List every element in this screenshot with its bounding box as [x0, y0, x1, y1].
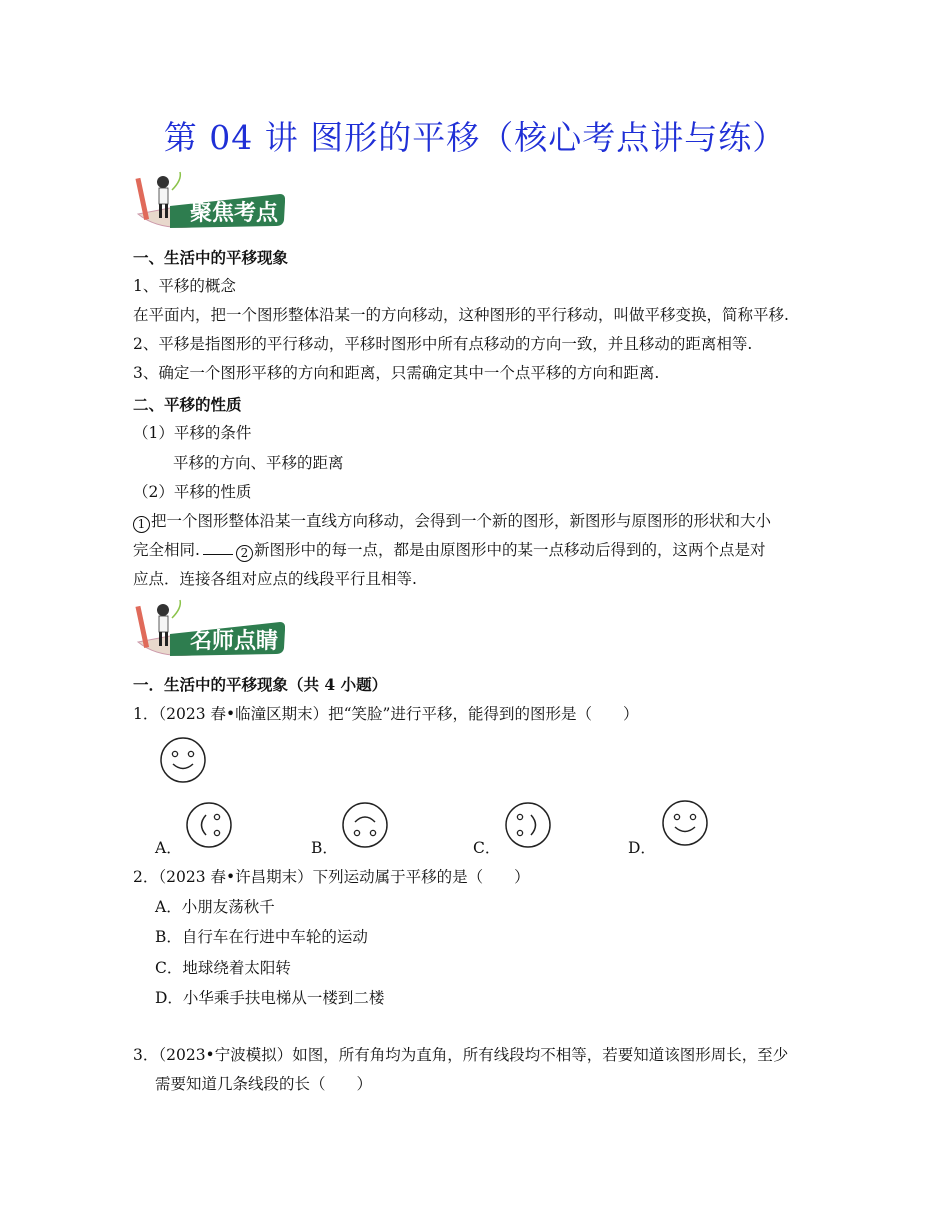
q2-option-c[interactable]: C．地球绕着太阳转 [155, 959, 291, 977]
circled-number-1: 1 [133, 516, 150, 533]
q2-option-a[interactable]: A．小朋友荡秋千 [155, 898, 275, 916]
exercises-heading: 一．生活中的平移现象（共 4 小题） [133, 675, 388, 694]
section1-item3: 3、确定一个图形平移的方向和距离，只需确定其中一个点平移的方向和距离. [133, 364, 660, 382]
property-line1 [133, 510, 771, 533]
property-line2 [133, 539, 765, 562]
q1-option-d-label: D． [628, 839, 656, 857]
section2-sub1: （1）平移的条件 [133, 424, 252, 442]
option-d-face-icon[interactable] [660, 798, 710, 848]
section2-heading: 二、平移的性质 [133, 395, 242, 414]
option-b-face-icon[interactable] [340, 800, 390, 850]
badge-focus-text: 聚焦考点 [190, 201, 279, 226]
q3-stem-line2: 需要知道几条线段的长（ ） [155, 1075, 373, 1093]
property-line2-start: 完全相同. [133, 541, 200, 559]
section2-sub2: （2）平移的性质 [133, 483, 252, 501]
q2-stem: 2．（2023 春•许昌期末）下列运动属于平移的是（ ） [133, 868, 530, 886]
smiley-face-icon [158, 735, 208, 785]
page-title: 第 04 讲 图形的平移（核心考点讲与练） [163, 118, 787, 157]
property-line1-text: 把一个图形整体沿某一直线方向移动，会得到一个新的图形，新图形与原图形的形状和大小 [151, 512, 772, 530]
property-line3: 应点．连接各组对应点的线段平行且相等. [133, 570, 417, 588]
option-c-face-icon[interactable] [503, 800, 553, 850]
q3-stem-line1: 3．（2023•宁波模拟）如图，所有角均为直角，所有线段均不相等，若要知道该图形周长，至少 [133, 1046, 789, 1064]
q2-option-d[interactable]: D．小华乘手扶电梯从一楼到二楼 [155, 989, 385, 1007]
section1-item1-title: 1、平移的概念 [133, 277, 236, 295]
section1-heading: 一、生活中的平移现象 [133, 248, 289, 267]
badge-graphic [130, 170, 285, 234]
teacher-tips-badge [130, 598, 285, 662]
q1-option-a-label: A． [155, 839, 182, 857]
focus-points-badge [130, 170, 285, 234]
circled-number-2: 2 [236, 545, 253, 562]
property-line2-text: 新图形中的每一点，都是由原图形中的某一点移动后得到的，这两个点是对 [253, 541, 766, 559]
section1-item1-text: 在平面内，把一个图形整体沿某一的方向移动，这种图形的平行移动，叫做平移变换，简称平移. [133, 306, 789, 324]
q1-stem: 1．（2023 春•临潼区期末）把“笑脸”进行平移，能得到的图形是（ ） [133, 705, 639, 723]
option-a-face-icon[interactable] [184, 800, 234, 850]
fill-blank [203, 540, 233, 555]
q1-option-c-label: C． [473, 839, 501, 857]
section1-item2: 2、平移是指图形的平行移动，平移时图形中所有点移动的方向一致，并且移动的距离相等. [133, 335, 753, 353]
section2-sub1-text: 平移的方向、平移的距离 [173, 454, 344, 472]
badge-graphic [130, 598, 285, 662]
badge-teacher-text: 名师点睛 [190, 629, 279, 654]
q2-option-b[interactable]: B．自行车在行进中车轮的运动 [155, 928, 368, 946]
q1-option-b-label: B． [311, 839, 338, 857]
